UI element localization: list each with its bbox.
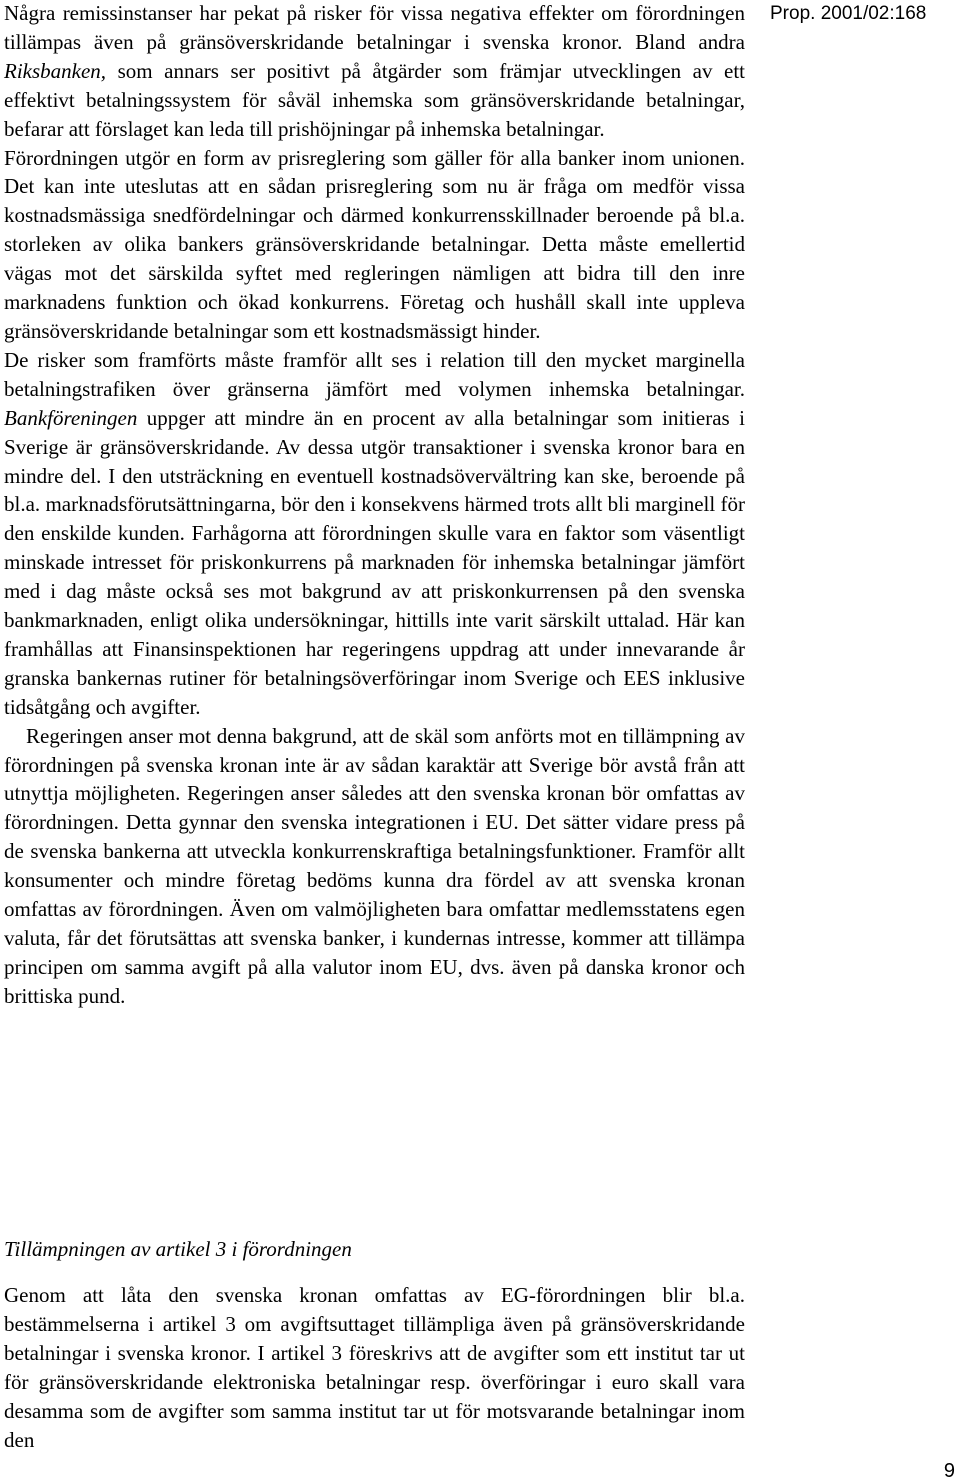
page-number: 9 — [943, 1460, 955, 1482]
proposition-reference: Prop. 2001/02:168 — [770, 3, 927, 24]
section-body-text — [4, 1281, 745, 1454]
paragraph-remissinstanser — [4, 0, 745, 144]
paragraph-risker — [4, 346, 745, 722]
paragraph-regeringen: Regeringen anser mot denna bakgrund, att de skäl som anförts mot en tillämpning av förordningen på svenska kronan inte är av sådan karaktär att Sverige bör avstå från att utnyttja möjligheten. Regeringen anser således att den svenska kronan bör omfattas av förordningen. Detta gynnar den svenska integrationen i EU. Det sätter vidare press på de svenska bankerna att utveckla konkurrenskraftiga betalningsfunktioner. Framför allt konsumenter och mindre företag bedöms kunna dra fördel av att svenska kronan omfattas av förordningen. Även om valmöjligheten bara omfattar medlemsstatens egen valuta, får det förutsättas att svenska banker, i kundernas intresse, kommer att tillämpa principen om samma avgift på alla valutor inom EU, dvs. även på danska kronor och brittiska pund. — [4, 723, 745, 1008]
section-heading: Tillämpningen av artikel 3 i förordningen — [4, 1237, 352, 1261]
emphasis-riksbanken: Riksbanken, — [4, 58, 107, 83]
paragraph-text: De risker som framförts måste framför allt ses i relation till den mycket marginella betalningstrafiken över gränserna jämfört med volymen inhemska betalningar. — [4, 347, 745, 401]
paragraph-text: Några remissinstanser har pekat på risker för vissa negativa effekter om förordningen tillämpas även på gränsöverskridande betalningar i svenska kronor. Bland andra — [4, 1, 745, 54]
emphasis-bankforeningen: Bankföreningen — [4, 405, 138, 430]
paragraph-text: uppger att mindre än en procent av alla betalningar som initieras i Sverige är gränsöverskridande. Av dessa utgör transaktioner i svenska kronor bara en mindre del. I den utsträckning en eventuell kostnadsövervältring kan ske, beroende på bl.a. marknadsförutsättningarna, bör den i konsekvens härmed trots allt bli marginell för den enskilde kunden. Farhågorna att förordningen skulle vara en faktor som väsentligt minskade intresset för priskonkurrens på marknaden för inhemska betalningar jämfört med i dag måste också ses mot bakgrund av att priskonkurrensen på den svenska bankmarknaden, enligt olika undersökningar, hittills inte varit särskilt uttalad. Här kan framhållas att Finansinspektionen har regeringens uppdrag att under innevarande år granska bankernas rutiner för betalningsöverföringar inom Sverige och EES inklusive tidsåtgång och avgifter. — [4, 405, 745, 719]
body-text — [4, 0, 745, 1011]
paragraph-artikel-3: Genom att låta den svenska kronan omfattas av EG-förordningen blir bl.a. bestämmelserna i artikel 3 om avgiftsuttaget tillämpliga även på gränsöverskridande betalningar i svenska kronor. I artikel 3 föreskrivs att de avgifter som ett institut tar ut för gränsöverskridande elektroniska betalningar resp. överföringar i euro skall vara desamma som de avgifter som samma institut tar ut för motsvarande betalningar inom den — [4, 1283, 745, 1452]
paragraph-prisreglering: Förordningen utgör en form av prisreglering som gäller för alla banker inom unionen. Det kan inte uteslutas att en sådan prisreglering som nu är fråga om medför vissa kostnadsmässiga snedfördelningar och därmed konkurrensskillnader beroende på bl.a. storleken av olika bankers gränsöverskridande betalningar. Detta måste emellertid vägas mot det särskilda syftet med regleringen nämligen att bidra till den inre marknadens funktion och ökad konkurrens. Företag och hushåll skall inte uppleva gränsöverskridande betalningar som ett kostnadsmässigt hinder. — [4, 145, 745, 343]
paragraph-text: som annars ser positivt på åtgärder som främjar utvecklingen av ett effektivt betalningssystem för såväl inhemska som gränsöverskridande betalningar, befarar att förslaget kan leda till prishöjningar på inhemska betalningar. — [4, 58, 745, 141]
